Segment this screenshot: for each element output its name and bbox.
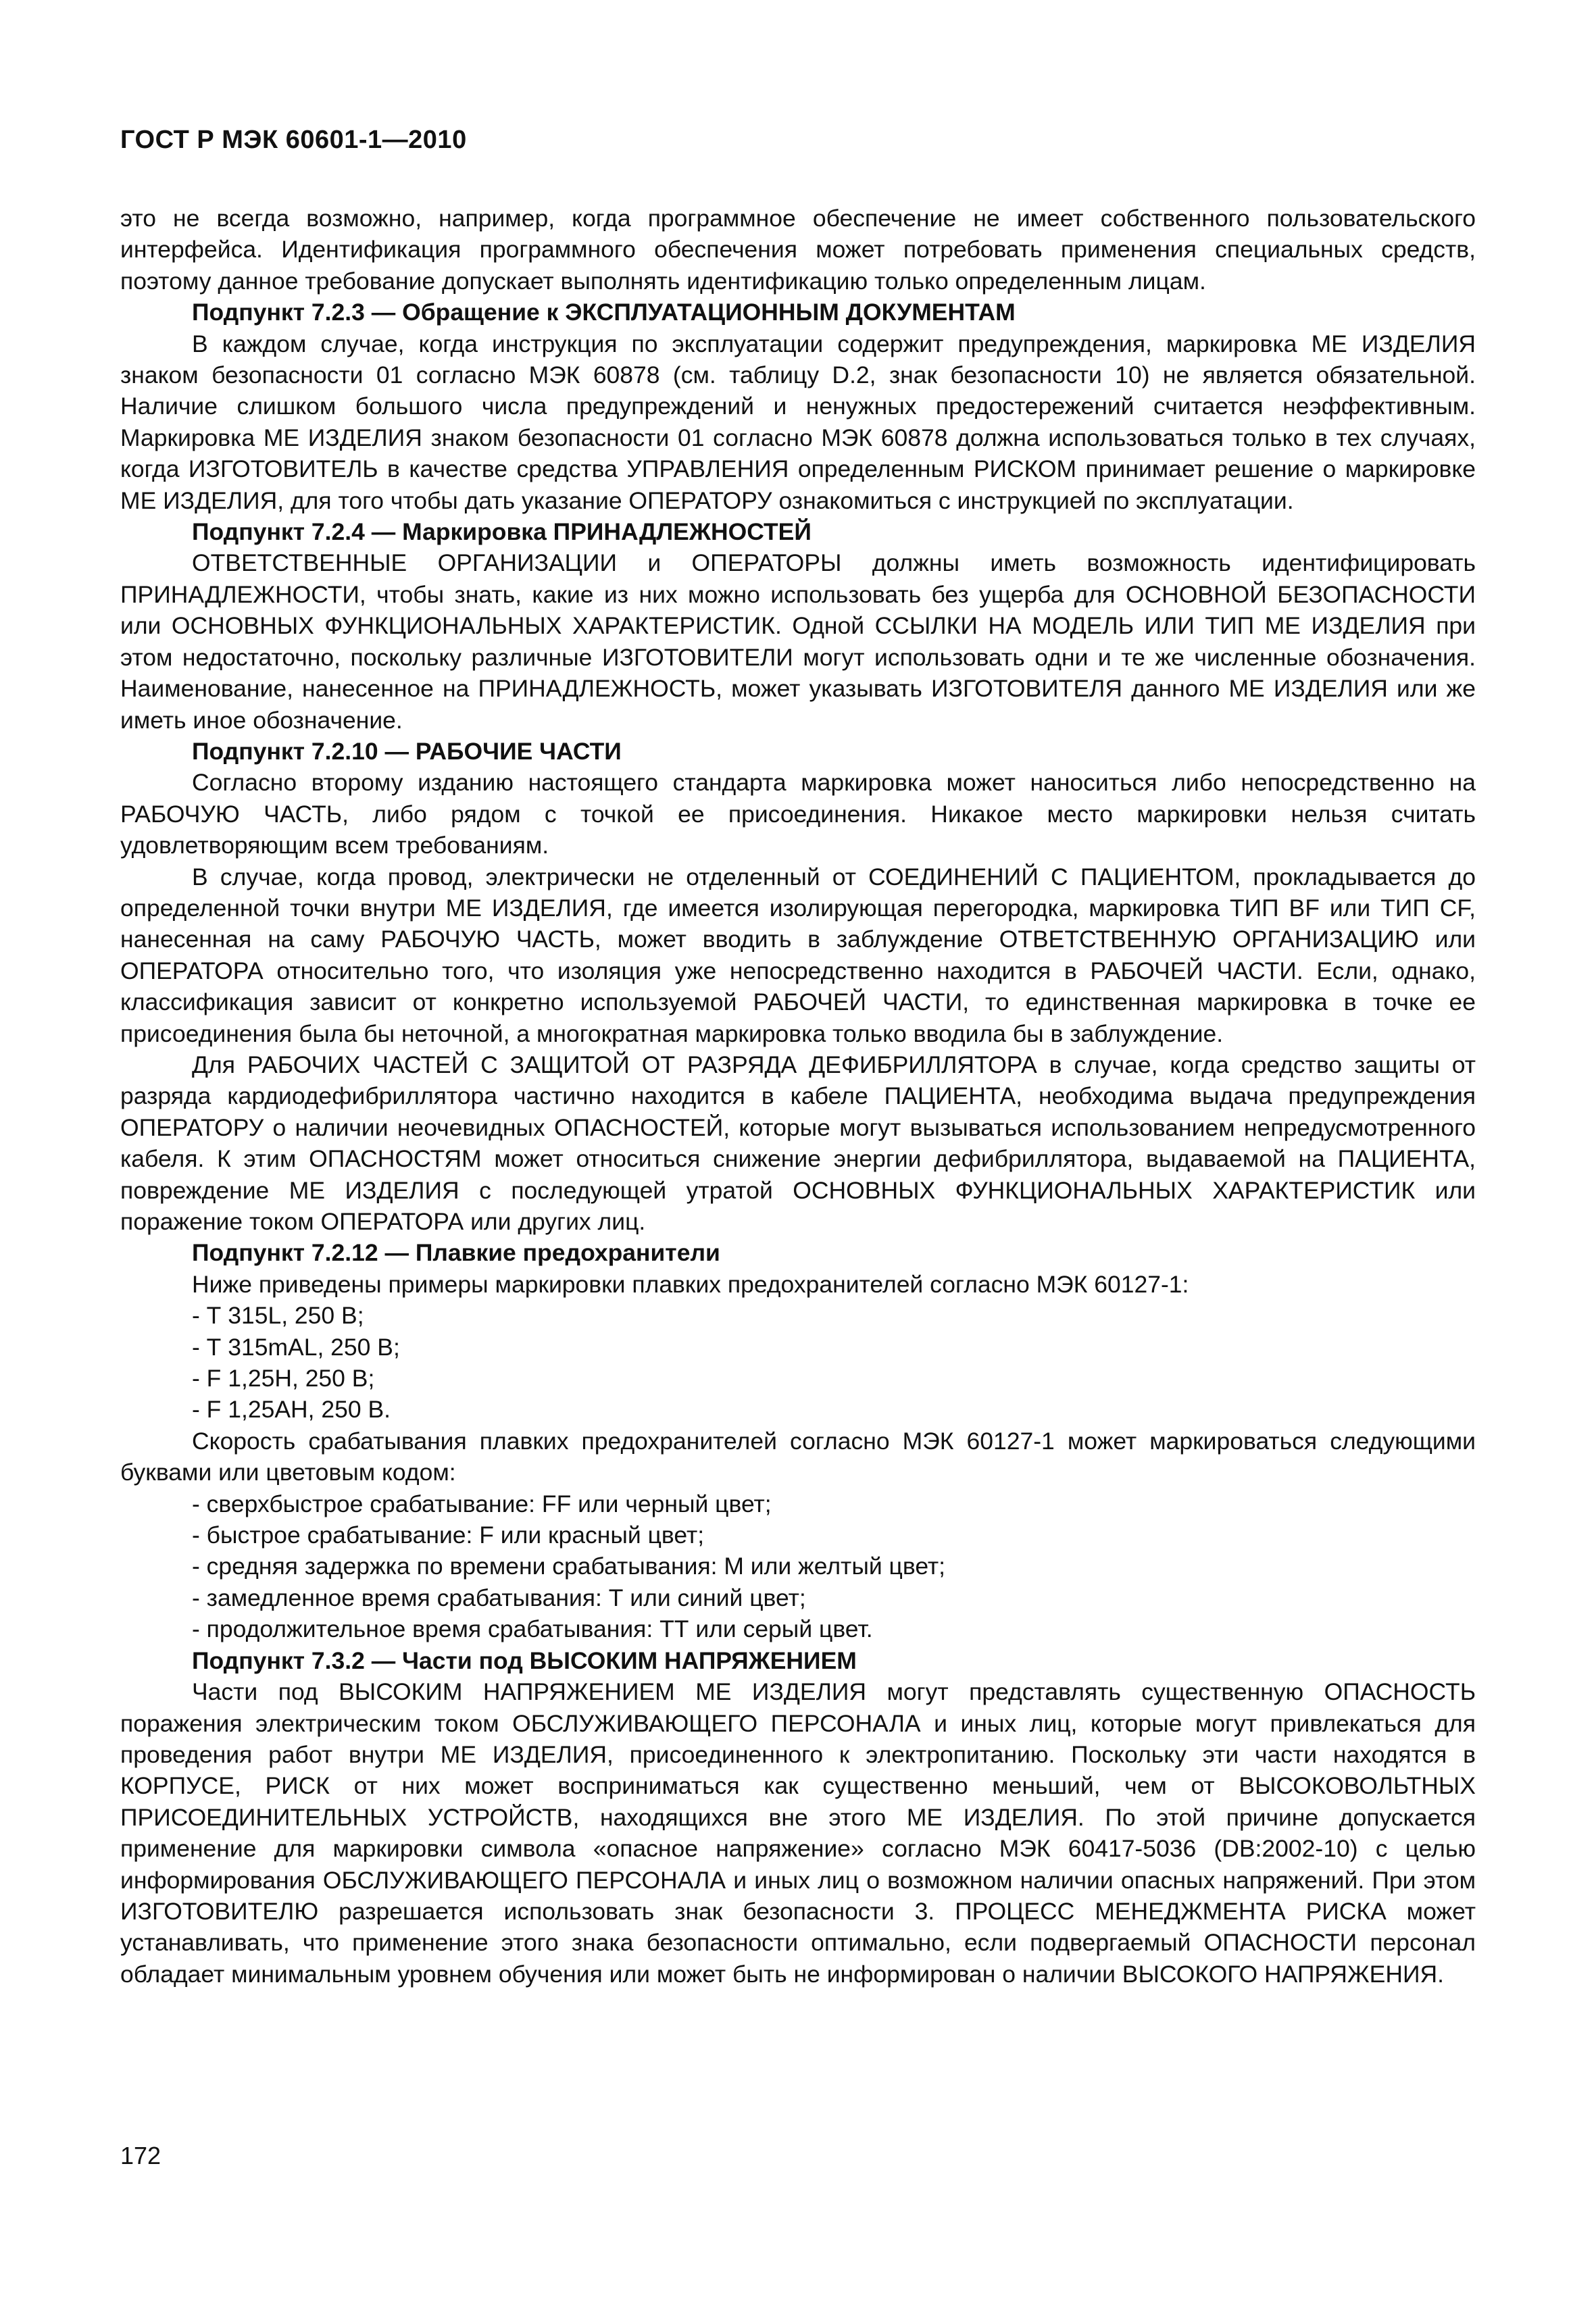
paragraph: Скорость срабатывания плавких предохранителей согласно МЭК 60127-1 может маркироваться следующими буквами или цветовым кодом:	[120, 1427, 1476, 1486]
list-item: - Т 315mAL, 250 В;	[192, 1333, 400, 1361]
page-header-title: ГОСТ Р МЭК 60601-1—2010	[120, 126, 467, 154]
page-body-text	[120, 203, 1476, 1990]
paragraph: В каждом случае, когда инструкция по эксплуатации содержит предупреждения, маркировка МЕ ИЗДЕЛИЯ знаком безопасности 01 согласно МЭК 60878 (см. таблицу D.2, знак безопасности 10) не является обязательной. Наличие слишком большого числа предупреждений и ненужных предостережений считается неэффективным. Маркировка МЕ ИЗДЕЛИЯ знаком безопасности 01 согласно МЭК 60878 должна использоваться только в тех случаях, когда ИЗГОТОВИТЕЛЬ в качестве средства УПРАВЛЕНИЯ определенным РИСКОМ принимает решение о маркировке МЕ ИЗДЕЛИЯ, для того чтобы дать указание ОПЕРАТОРУ ознакомиться с инструкцией по эксплуатации.	[120, 330, 1476, 514]
list-item: - сверхбыстрое срабатывание: FF или черный цвет;	[192, 1490, 772, 1517]
paragraph: ОТВЕТСТВЕННЫЕ ОРГАНИЗАЦИИ и ОПЕРАТОРЫ должны иметь возможность идентифицировать ПРИНАДЛЕЖНОСТИ, чтобы знать, какие из них можно использовать без ущерба для ОСНОВНОЙ БЕЗОПАСНОСТИ или ОСНОВНЫХ ФУНКЦИОНАЛЬНЫХ ХАРАКТЕРИСТИК. Одной ССЫЛКИ НА МОДЕЛЬ ИЛИ ТИП МЕ ИЗДЕЛИЯ при этом недостаточно, поскольку различные ИЗГОТОВИТЕЛИ могут использовать одни и те же численные обозначения. Наименование, нанесенное на ПРИНАДЛЕЖНОСТЬ, может указывать ИЗГОТОВИТЕЛЯ данного МЕ ИЗДЕЛИЯ или же иметь иное обозначение.	[120, 549, 1476, 734]
list-item: - средняя задержка по времени срабатывания: М или желтый цвет;	[192, 1553, 946, 1580]
paragraph: Для РАБОЧИХ ЧАСТЕЙ С ЗАЩИТОЙ ОТ РАЗРЯДА ДЕФИБРИЛЛЯТОРА в случае, когда средство защиты от разряда кардиодефибриллятора частично находится в кабеле ПАЦИЕНТА, необходима выдача предупреждения ОПЕРАТОРУ о наличии неочевидных ОПАСНОСТЕЙ, которые могут вызываться использованием непредусмотренного кабеля. К этим ОПАСНОСТЯМ может относиться снижение энергии дефибриллятора, выдаваемой на ПАЦИЕНТА, повреждение МЕ ИЗДЕЛИЯ с последующей утратой ОСНОВНЫХ ФУНКЦИОНАЛЬНЫХ ХАРАКТЕРИСТИК или поражение током ОПЕРАТОРА или других лиц.	[120, 1051, 1476, 1235]
section-heading: Подпункт 7.2.10 — РАБОЧИЕ ЧАСТИ	[192, 737, 622, 765]
list-item: - F 1,25H, 250 В;	[192, 1365, 375, 1392]
section-heading: Подпункт 7.2.3 — Обращение к ЭКСПЛУАТАЦИОННЫМ ДОКУМЕНТАМ	[192, 299, 1016, 326]
list-item: - продолжительное время срабатывания: ТТ или серый цвет.	[192, 1615, 873, 1643]
paragraph: Ниже приведены примеры маркировки плавких предохранителей согласно МЭК 60127-1:	[192, 1270, 1189, 1298]
list-item: - F 1,25AH, 250 В.	[192, 1396, 391, 1424]
section-heading: Подпункт 7.3.2 — Части под ВЫСОКИМ НАПРЯЖЕНИЕМ	[192, 1646, 857, 1674]
page-number: 172	[120, 2142, 161, 2169]
section-heading: Подпункт 7.2.4 — Маркировка ПРИНАДЛЕЖНОСТЕЙ	[192, 518, 812, 546]
paragraph: это не всегда возможно, например, когда программное обеспечение не имеет собственного пользовательского интерфейса. Идентификация программного обеспечения может потребовать применения специальных средств, поэтому данное требование допускает выполнять идентификацию только определенным лицам.	[120, 205, 1476, 295]
paragraph: Согласно второму изданию настоящего стандарта маркировка может наноситься либо непосредственно на РАБОЧУЮ ЧАСТЬ, либо рядом с точкой ее присоединения. Никакое место маркировки нельзя считать удовлетворяющим всем требованиям.	[120, 769, 1476, 859]
list-item: - Т 315L, 250 В;	[192, 1302, 364, 1330]
list-item: - быстрое срабатывание: F или красный цвет;	[192, 1521, 705, 1549]
paragraph: В случае, когда провод, электрически не отделенный от СОЕДИНЕНИЙ С ПАЦИЕНТОМ, прокладывается до определенной точки внутри МЕ ИЗДЕЛИЯ, где имеется изолирующая перегородка, маркировка ТИП BF или ТИП CF, нанесенная на саму РАБОЧУЮ ЧАСТЬ, может вводить в заблуждение ОТВЕТСТВЕННУЮ ОРГАНИЗАЦИЮ или ОПЕРАТОРА относительно того, что изоляция уже непосредственно находится в РАБОЧЕЙ ЧАСТИ. Если, однако, классификация зависит от конкретно используемой РАБОЧЕЙ ЧАСТИ, то единственная маркировка в точке ее присоединения была бы неточной, а многократная маркировка только вводила бы в заблуждение.	[120, 863, 1476, 1047]
section-heading: Подпункт 7.2.12 — Плавкие предохранители	[192, 1239, 720, 1267]
list-item: - замедленное время срабатывания: Т или синий цвет;	[192, 1584, 806, 1611]
paragraph: Части под ВЫСОКИМ НАПРЯЖЕНИЕМ МЕ ИЗДЕЛИЯ могут представлять существенную ОПАСНОСТЬ поражения электрическим током ОБСЛУЖИВАЮЩЕГО ПЕРСОНАЛА и иных лиц, которые могут привлекаться для проведения работ внутри МЕ ИЗДЕЛИЯ, присоединенного к электропитанию. Поскольку эти части находятся в КОРПУСЕ, РИСК от них может восприниматься как существенно меньший, чем от ВЫСОКОВОЛЬТНЫХ ПРИСОЕДИНИТЕЛЬНЫХ УСТРОЙСТВ, находящихся вне этого МЕ ИЗДЕЛИЯ. По этой причине допускается применение для маркировки символа «опасное напряжение» согласно МЭК 60417-5036 (DB:2002-10) с целью информирования ОБСЛУЖИВАЮЩЕГО ПЕРСОНАЛА и иных лиц о возможном наличии опасных напряжений. При этом ИЗГОТОВИТЕЛЮ разрешается использовать знак безопасности 3. ПРОЦЕСС МЕНЕДЖМЕНТА РИСКА может устанавливать, что применение этого знака безопасности оптимально, если подвергаемый ОПАСНОСТИ персонал обладает минимальным уровнем обучения или может быть не информирован о наличии ВЫСОКОГО НАПРЯЖЕНИЯ.	[120, 1678, 1476, 1988]
